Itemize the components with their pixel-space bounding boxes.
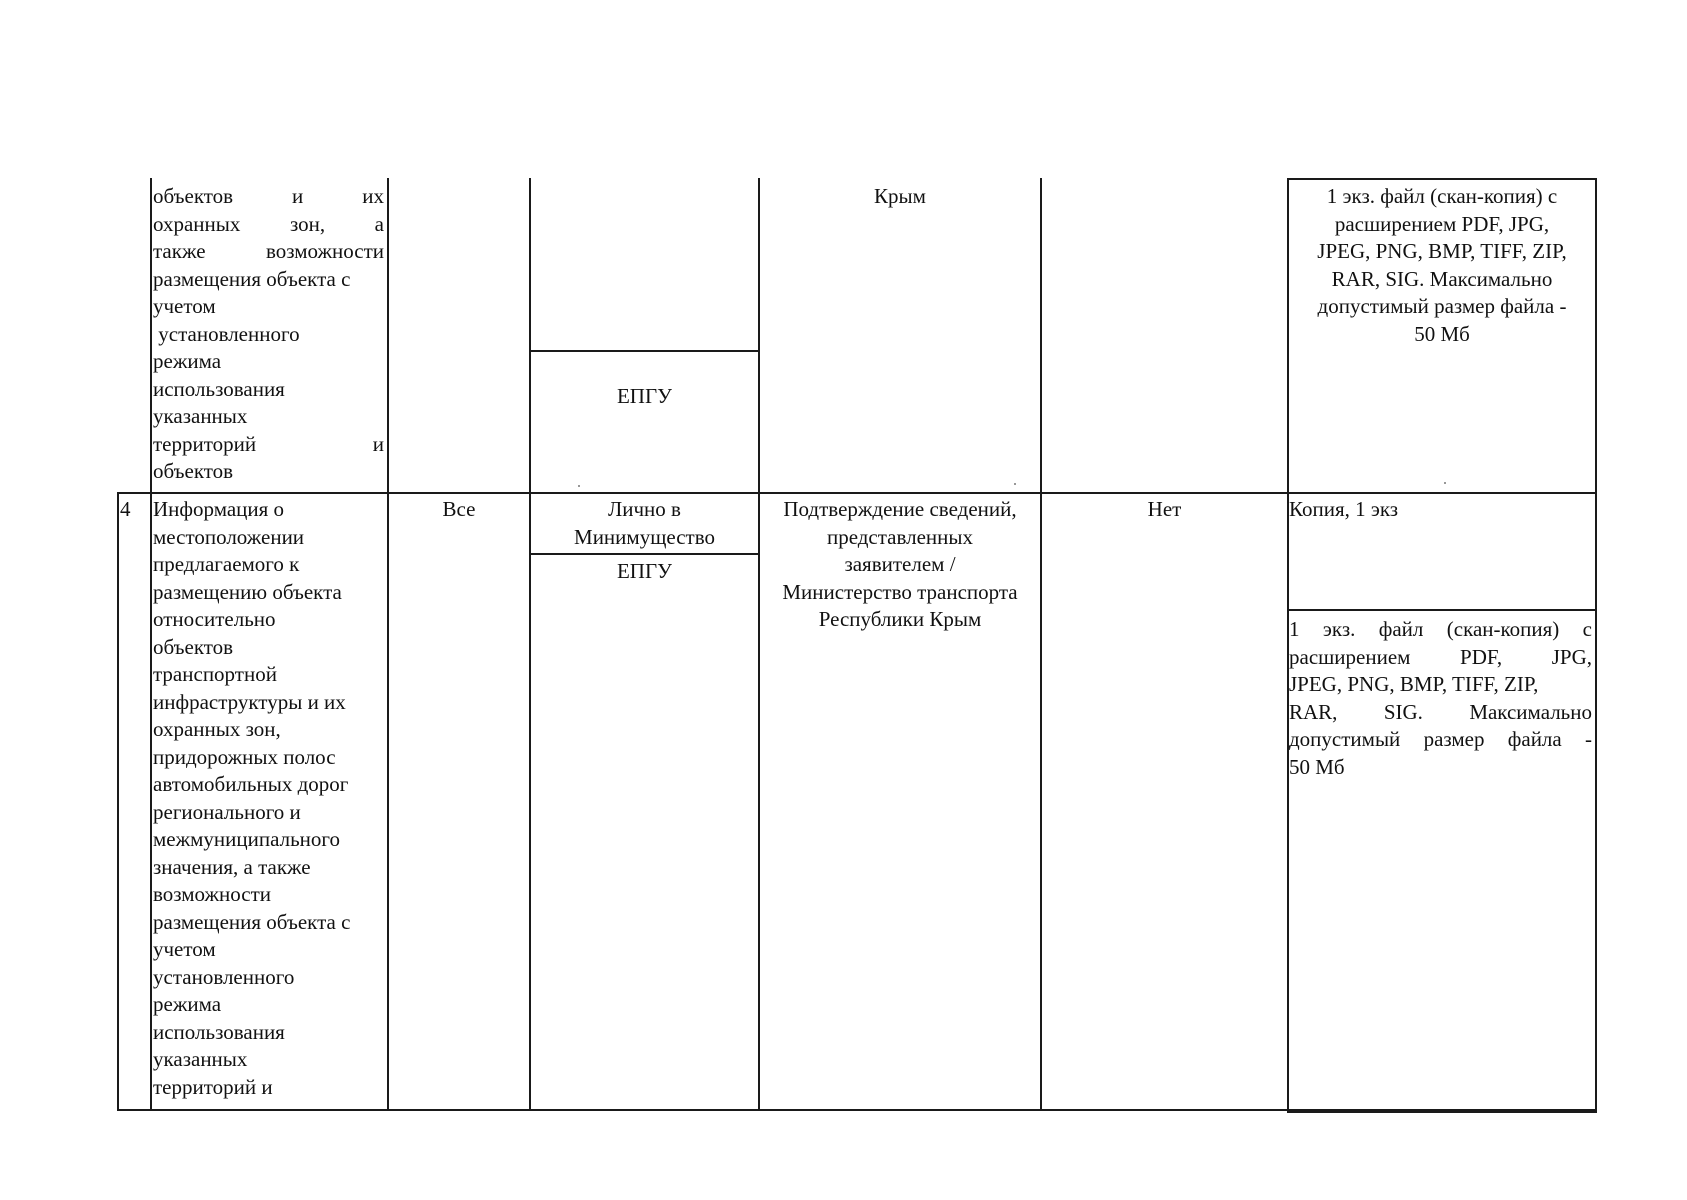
row-divider-3-4 [117, 492, 1597, 494]
text-word: и [372, 431, 384, 456]
text-line: 50 Мб [1414, 321, 1470, 346]
row3-form-cell [1289, 183, 1595, 348]
text-line: представленных [826, 524, 974, 549]
text-line: придорожных полос [153, 744, 336, 769]
text-line: территорий и [153, 1074, 273, 1099]
text-word: учетом [153, 294, 216, 318]
text-line [1289, 616, 1592, 644]
text-line: допустимый размер файла - [1317, 294, 1567, 318]
text-line [153, 348, 384, 376]
text-line [1289, 671, 1592, 699]
text-line: установленного [153, 964, 295, 989]
text-line: JPEG, PNG, BMP, TIFF, ZIP, [1317, 239, 1567, 263]
text-word: файла [1507, 727, 1562, 751]
text-word: 1 [1289, 617, 1300, 641]
text-word: возможности [265, 239, 384, 263]
text-word: зон, [289, 211, 326, 236]
text-line: относительно [153, 607, 276, 631]
form-subcell-divider-row4 [1287, 609, 1597, 611]
text-line [1289, 754, 1592, 782]
text-line: RAR, SIG. Максимально [1331, 266, 1553, 291]
text-line: инфраструктуры и их [153, 689, 346, 714]
text-line: объектов [153, 634, 234, 659]
text-line: размещению объекта [153, 579, 342, 604]
text-word: указанных [153, 404, 248, 428]
text-word: объектов [153, 184, 234, 208]
text-line: регионального и [153, 799, 301, 824]
text-word: PDF, [1460, 644, 1503, 669]
form-cell-top-border [1287, 178, 1597, 180]
text-line: Минимущество [574, 524, 715, 549]
text-line: Информация о [153, 497, 285, 521]
text-line [153, 183, 384, 211]
text-word: установленного [153, 321, 300, 346]
form-cell-bottom-border [1287, 1111, 1597, 1113]
text-line: заявителем / [844, 552, 956, 576]
text-line: охранных зон, [153, 717, 281, 741]
col-divider-description [387, 178, 389, 1111]
table-border-left [117, 494, 119, 1111]
text-line: автомобильных дорог [153, 772, 349, 796]
text-line [153, 211, 384, 239]
col-divider-channel [758, 178, 760, 1111]
scan-speck [578, 485, 580, 487]
text-word: объектов [153, 459, 234, 483]
text-line: значения, а также [153, 854, 311, 879]
text-word: JPEG, PNG, BMP, TIFF, ZIP, [1289, 672, 1539, 696]
text-line: размещения объекта с [153, 909, 351, 934]
text-line: Лично в [608, 497, 681, 521]
row3-description-cell [153, 183, 384, 486]
text-word: а [374, 211, 384, 236]
text-line: местоположении [153, 524, 305, 549]
text-line: учетом [153, 937, 216, 961]
text-line: 1 экз. файл (скан-копия) с [1326, 184, 1558, 208]
text-line: межмуниципального [153, 827, 340, 851]
row4-purpose-cell [760, 496, 1040, 634]
text-line [153, 376, 384, 404]
text-word: экз. [1322, 617, 1356, 641]
text-word: использования [153, 376, 285, 401]
text-line [153, 403, 384, 431]
text-word: (скан-копия) [1446, 617, 1560, 641]
text-line [153, 431, 384, 459]
row4-form-electronic [1289, 616, 1592, 781]
text-line [1289, 644, 1592, 672]
text-line: предлагаемого к [153, 552, 300, 576]
text-line: режима [153, 992, 222, 1016]
text-word: расширением [1289, 644, 1411, 669]
text-word: их [362, 184, 384, 208]
row4-channel-upper [531, 496, 758, 551]
row3-channel-epgu: ЕПГУ [616, 384, 672, 408]
text-word: размер [1423, 727, 1485, 751]
text-line: Министерство транспорта [782, 579, 1018, 604]
channel-subcell-divider-row3 [529, 350, 760, 352]
row4-mandatory: Нет [1147, 497, 1182, 521]
text-line: транспортной [153, 662, 277, 686]
text-word: территорий [153, 431, 257, 456]
text-word: Максимально [1469, 699, 1592, 724]
col-divider-number [150, 178, 152, 1111]
text-word: - [1585, 727, 1592, 751]
row4-form-paper: Копия, 1 экз [1289, 497, 1399, 521]
text-word: допустимый [1289, 727, 1401, 751]
text-line [153, 321, 384, 349]
row4-number: 4 [120, 497, 131, 521]
text-word: с [1582, 617, 1592, 641]
row4-channel-epgu: ЕПГУ [616, 559, 672, 583]
text-line [153, 238, 384, 266]
text-word: файл [1378, 617, 1424, 641]
row3-source-tail: Крым [874, 184, 926, 208]
text-line [153, 458, 384, 486]
text-line: использования [153, 1019, 285, 1044]
text-line: Республики Крым [818, 607, 982, 631]
text-line [153, 293, 384, 321]
text-word: размещения объекта с [153, 266, 351, 291]
text-line: Подтверждение сведений, [783, 497, 1017, 521]
text-line: указанных [153, 1047, 248, 1071]
col-divider-category [529, 178, 531, 1111]
scan-speck [1444, 482, 1446, 484]
text-word: также [153, 239, 206, 263]
scan-speck [1014, 483, 1016, 485]
table-border-right [1595, 178, 1597, 1113]
row4-category: Все [442, 497, 476, 521]
text-word: охранных [153, 211, 241, 236]
text-word: JPG, [1551, 644, 1592, 669]
row4-description-cell [153, 496, 386, 1101]
text-line [1289, 726, 1592, 754]
text-word: режима [153, 349, 222, 373]
text-line [1289, 699, 1592, 727]
channel-subcell-divider-row4 [529, 553, 760, 555]
col-divider-purpose [1040, 178, 1042, 1111]
text-line: возможности [153, 882, 272, 906]
text-line [153, 266, 384, 294]
text-line: расширением PDF, JPG, [1334, 211, 1550, 236]
text-word: RAR, [1289, 699, 1338, 724]
text-word: SIG. [1383, 699, 1423, 724]
text-word: 50 Мб [1289, 754, 1345, 779]
text-word: и [292, 184, 304, 208]
